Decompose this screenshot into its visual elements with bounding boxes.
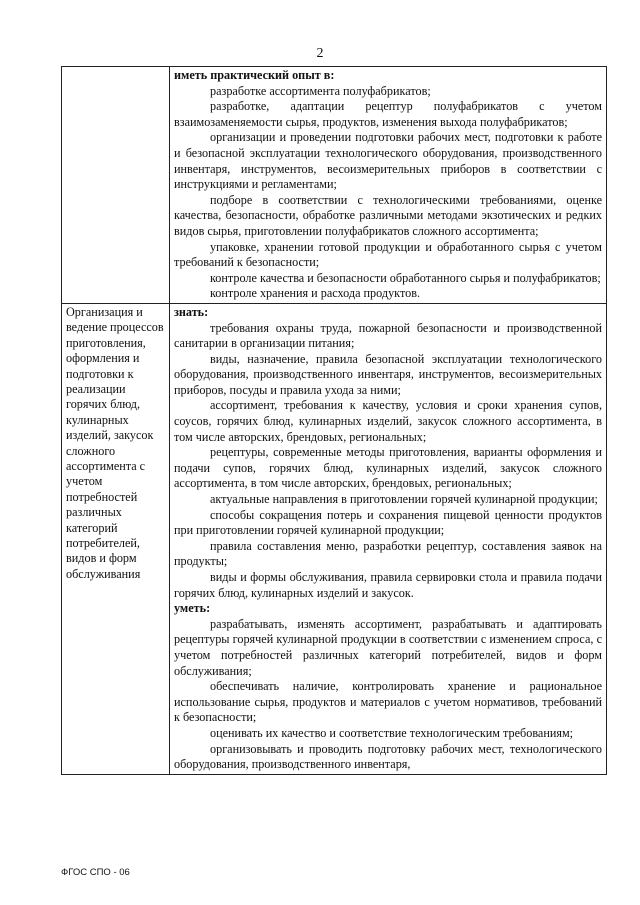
requirement-item: упаковке, хранении готовой продукции и обработанного сырья с учетом требований к безопасности; — [174, 239, 602, 270]
section-heading: уметь: — [174, 601, 211, 616]
table-row — [62, 303, 607, 774]
requirements-cell — [170, 67, 607, 304]
requirement-item: организации и проведении подготовки рабочих мест, подготовки к работе и безопасной эксплуатации технологического оборудования, производственного инвентаря, инструментов, весоизмерительных приборов в соответствии с инструкциями и регламентами; — [174, 130, 602, 192]
competency-cell: Организация и ведение процессов приготовления, оформления и подготовки к реализации горячих блюд, кулинарных изделий, закусок сложного ассортимента с учетом потребностей различных категорий потребителей, видов и форм обслуживания — [62, 303, 170, 774]
requirements-cell — [170, 303, 607, 774]
competency-cell — [62, 67, 170, 304]
requirement-item: оценивать их качество и соответствие технологическим требованиям; — [210, 725, 574, 740]
requirement-item: разработке, адаптации рецептур полуфабрикатов с учетом взаимозаменяемости сырья, продуктов, изменения выхода полуфабрикатов; — [174, 99, 602, 129]
requirement-item: обеспечивать наличие, контролировать хранение и рациональное использование сырья, продуктов и материалов с учетом нормативов, требований к безопасности; — [174, 679, 602, 725]
requirement-item: разработке ассортимента полуфабрикатов; — [210, 83, 431, 98]
section-heading: знать: — [174, 304, 209, 319]
requirement-item: способы сокращения потерь и сохранения пищевой ценности продуктов при приготовлении горячей кулинарной продукции; — [174, 507, 602, 538]
requirement-item: разрабатывать, изменять ассортимент, разрабатывать и адаптировать рецептуры горячей кулинарной продукции в соответствии с изменением спроса, с учетом потребностей различных категорий потребителей, видов и форм обслуживания; — [174, 616, 602, 678]
table-row — [62, 67, 607, 304]
requirement-item: ассортимент, требования к качеству, условия и сроки хранения супов, соусов, горячих блюд, кулинарных изделий, закусок сложного ассортимента, в том числе авторских, брендовых, региональных; — [174, 398, 602, 444]
requirement-item: организовывать и проводить подготовку рабочих мест, технологического оборудования, производственного инвентаря, — [174, 741, 602, 772]
requirement-item: виды, назначение, правила безопасной эксплуатации технологического оборудования, производственного инвентаря, инструментов, весоизмерительных приборов, посуды и правила ухода за ними; — [174, 351, 602, 397]
requirement-item: рецептуры, современные методы приготовления, варианты оформления и подачи супов, горячих блюд, кулинарных изделий, закусок сложного ассортимента, в том числе авторских, брендовых, региональных; — [174, 445, 602, 491]
page-number: 2 — [316, 46, 324, 61]
footer-code: ФГОС СПО - 06 — [61, 867, 130, 878]
requirement-item: контроле качества и безопасности обработанного сырья и полуфабрикатов; — [210, 270, 601, 285]
section-heading: иметь практический опыт в: — [174, 68, 335, 82]
requirement-item: требования охраны труда, пожарной безопасности и производственной санитарии в организации питания; — [174, 320, 602, 351]
requirement-item: контроле хранения и расхода продуктов. — [210, 286, 421, 301]
requirement-item: актуальные направления в приготовлении горячей кулинарной продукции; — [210, 492, 598, 507]
requirement-item: подборе в соответствии с технологическими требованиями, оценке качества, безопасности, обработке различными методами экзотических и редких видов сырья, приготовлении полуфабрикатов сложного ассортимента; — [174, 192, 602, 238]
competency-table — [61, 66, 607, 775]
requirement-item: правила составления меню, разработки рецептур, составления заявок на продукты; — [174, 538, 602, 569]
requirement-item: виды и формы обслуживания, правила сервировки стола и правила подачи горячих блюд, кулинарных изделий и закусок. — [174, 570, 602, 600]
